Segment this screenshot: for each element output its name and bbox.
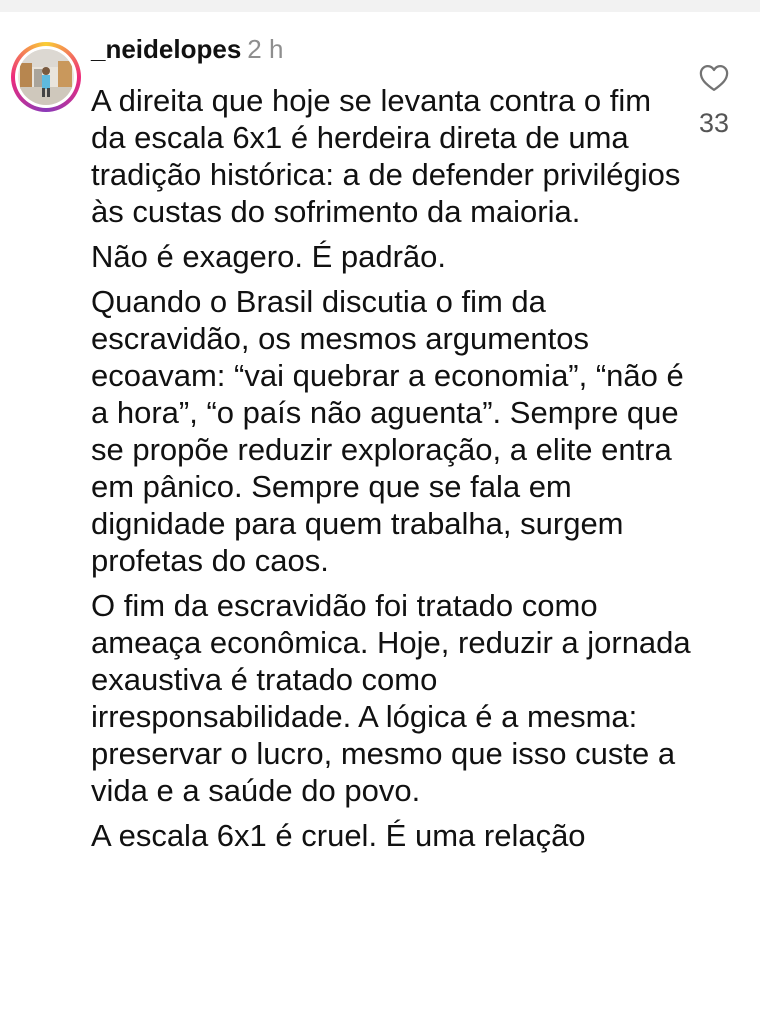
like-area (684, 64, 744, 139)
comment-text (91, 82, 691, 862)
comment-timestamp: 2 h (247, 34, 284, 64)
comment-paragraph: A direita que hoje se levanta contra o fim da escala 6x1 é herdeira direta de uma tradição histórica: a de defender privilégios às custas do sofrimento da maioria. (91, 83, 681, 229)
top-divider (0, 0, 760, 12)
comment-header (91, 32, 283, 66)
comment-paragraph: A escala 6x1 é cruel. É uma relação (91, 818, 586, 853)
username-link[interactable]: _neidelopes (91, 34, 242, 64)
profile-photo-icon (18, 49, 74, 105)
avatar[interactable] (11, 42, 81, 112)
comment (0, 12, 760, 1024)
heart-outline-icon[interactable] (699, 64, 729, 92)
comment-paragraph: Não é exagero. É padrão. (91, 239, 447, 274)
like-count: 33 (698, 108, 730, 138)
comment-paragraph: Quando o Brasil discutia o fim da escravidão, os mesmos argumentos ecoavam: “vai quebrar a economia”, “não é a hora”, “o país não aguenta”. Sempre que se propõe reduzir exploração, a elite entra em pânico. Sempre que se fala em dignidade para quem trabalha, surgem profetas do caos. (91, 284, 684, 578)
comment-paragraph: O fim da escravidão foi tratado como ameaça econômica. Hoje, reduzir a jornada exaustiva é tratado como irresponsabilidade. A lógica é a mesma: preservar o lucro, mesmo que isso custe a vida e a saúde do povo. (91, 588, 691, 808)
